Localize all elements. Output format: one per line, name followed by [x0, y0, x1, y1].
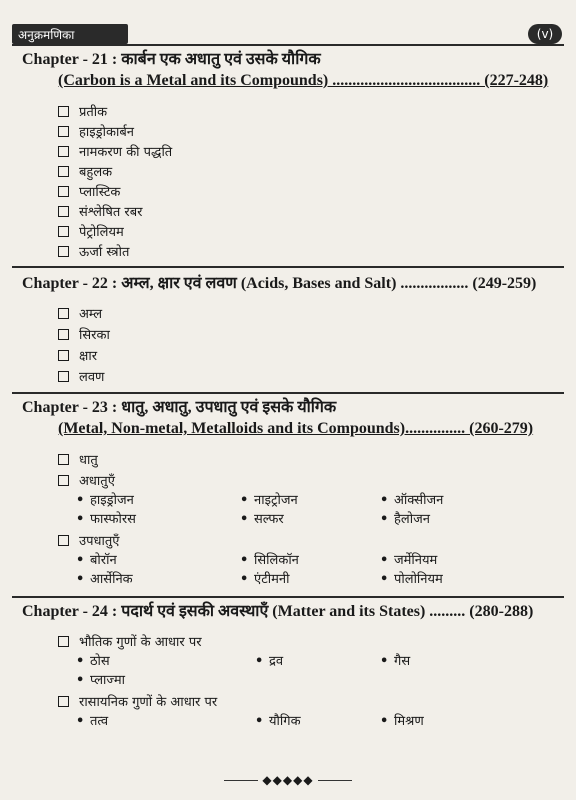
list-item: बहुलक	[58, 164, 112, 182]
checkbox-icon	[58, 126, 69, 137]
chapter-23-title: Chapter - 23 : धातु, अधातु, उपधातु एवं इसके यौगिक	[22, 399, 337, 416]
bullet-item: • ठोस	[76, 653, 110, 671]
list-item: अम्ल	[58, 306, 102, 324]
checkbox-icon	[58, 206, 69, 217]
checkbox-icon	[58, 106, 69, 117]
section-rule	[12, 392, 564, 394]
list-item: सिरका	[58, 327, 110, 345]
list-item: प्लास्टिक	[58, 184, 120, 202]
list-item: भौतिक गुणों के आधार पर	[58, 634, 202, 652]
list-item: प्रतीक	[58, 104, 107, 122]
list-item: धातु	[58, 452, 98, 470]
bullet-item: • ऑक्सीजन	[380, 492, 443, 510]
section-label: अनुक्रमणिका	[18, 28, 75, 42]
checkbox-icon	[58, 636, 69, 647]
list-item: उपधातुएँ	[58, 533, 119, 551]
chapter-23-subtitle: (Metal, Non-metal, Metalloids and its Compounds)............... (260-279)	[58, 420, 534, 437]
bullet-item: • द्रव	[255, 653, 283, 671]
list-item: हाइड्रोकार्बन	[58, 124, 134, 142]
bullet-item: • सल्फर	[240, 511, 284, 529]
page-number: (v)	[528, 24, 562, 44]
list-item: अधातुएँ	[58, 473, 115, 491]
list-item: क्षार	[58, 348, 97, 366]
bullet-item: • पोलोनियम	[380, 571, 443, 589]
bullet-item: • गैस	[380, 653, 410, 671]
checkbox-icon	[58, 186, 69, 197]
bullet-item: • हैलोजन	[380, 511, 430, 529]
checkbox-icon	[58, 166, 69, 177]
bullet-item: • बोरॉन	[76, 552, 117, 570]
checkbox-icon	[58, 246, 69, 257]
checkbox-icon	[58, 146, 69, 157]
bullet-item: • मिश्रण	[380, 713, 424, 731]
bullet-item: • हाइड्रोजन	[76, 492, 134, 510]
bullet-item: • सिलिकॉन	[240, 552, 299, 570]
chapter-21-title: Chapter - 21 : कार्बन एक अधातु एवं उसके यौगिक	[22, 51, 321, 68]
bullet-item: • जर्मेनियम	[380, 552, 437, 570]
chapter-21-subtitle: (Carbon is a Metal and its Compounds) ..................................... (227-248)	[58, 72, 549, 89]
checkbox-icon	[58, 535, 69, 546]
checkbox-icon	[58, 475, 69, 486]
section-rule	[12, 596, 564, 598]
checkbox-icon	[58, 371, 69, 382]
checkbox-icon	[58, 350, 69, 361]
checkbox-icon	[58, 226, 69, 237]
list-item: नामकरण की पद्धति	[58, 144, 172, 162]
checkbox-icon	[58, 329, 69, 340]
header-rule	[12, 44, 564, 46]
chapter-22-title: Chapter - 22 : अम्ल, क्षार एवं लवण (Acids, Bases and Salt) ................. (249-259)	[22, 275, 537, 292]
bullet-item: • फास्फोरस	[76, 511, 136, 529]
checkbox-icon	[58, 308, 69, 319]
list-item: पेट्रोलियम	[58, 224, 124, 242]
list-item: रासायनिक गुणों के आधार पर	[58, 694, 217, 712]
list-item: लवण	[58, 369, 104, 387]
bullet-item: • तत्व	[76, 713, 108, 731]
bullet-item: • प्लाज्मा	[76, 672, 125, 690]
bullet-item: • यौगिक	[255, 713, 301, 731]
section-header	[12, 24, 128, 44]
checkbox-icon	[58, 454, 69, 465]
list-item: संश्लेषित रबर	[58, 204, 142, 222]
section-rule	[12, 266, 564, 268]
checkbox-icon	[58, 696, 69, 707]
chapter-24-title: Chapter - 24 : पदार्थ एवं इसकी अवस्थाएँ (Matter and its States) ......... (280-288)	[22, 603, 534, 620]
bullet-item: • आर्सेनिक	[76, 571, 133, 589]
footer-ornament: ◆◆◆◆◆	[212, 773, 364, 787]
bullet-item: • एंटीमनी	[240, 571, 289, 589]
bullet-item: • नाइट्रोजन	[240, 492, 298, 510]
list-item: ऊर्जा स्त्रोत	[58, 244, 129, 262]
